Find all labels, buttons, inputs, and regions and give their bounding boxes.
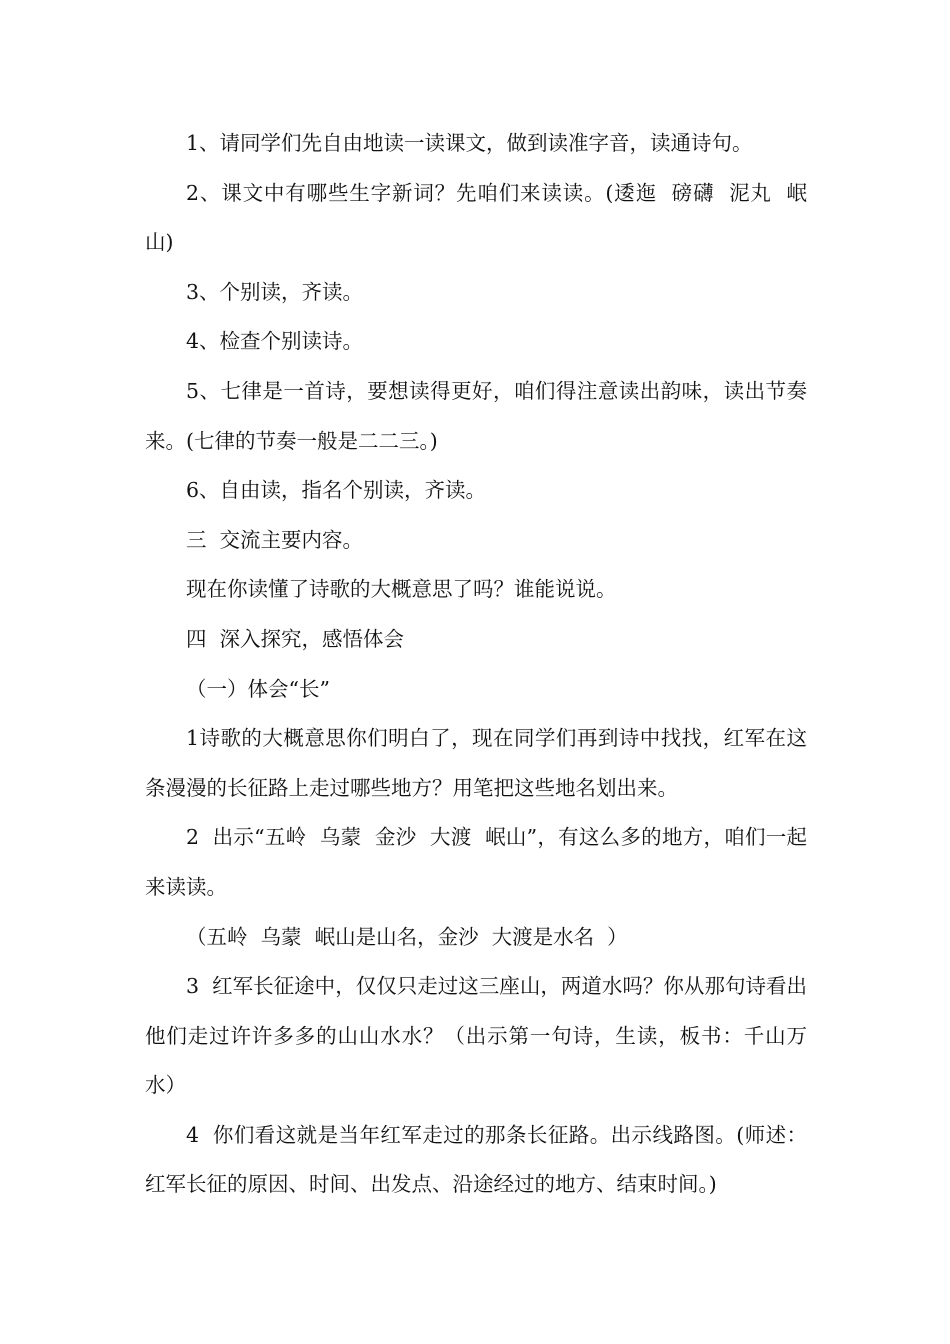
body-text <box>145 119 807 1210</box>
paragraph-step-5: 5、七律是一首诗，要想读得更好，咱们得注意读出韵味，读出节奏来。(七律的节奏一般是二二三。) <box>145 378 807 453</box>
paragraph-step-4: 4、检查个别读诗。 <box>186 329 364 354</box>
paragraph-item-1: 1诗歌的大概意思你们明白了，现在同学们再到诗中找找，红军在这条漫漫的长征路上走过哪些地方？用笔把这些地名划出来。 <box>145 726 807 800</box>
paragraph-item-2: 2 出示“五岭 乌蒙 金沙 大渡 岷山”，有这么多的地方，咱们一起来读读。 <box>145 825 807 899</box>
paragraph-item-4: 4 你们看这就是当年红军走过的那条长征路。出示线路图。(师述：红军长征的原因、时间、出发点、沿途经过的地方、结束时间。) <box>145 1122 807 1197</box>
paragraph-step-6: 6、自由读，指名个别读，齐读。 <box>186 478 487 503</box>
section-heading-4: 四 深入探究，感悟体会 <box>186 626 405 651</box>
paragraph-note: （五岭 乌蒙 岷山是山名，金沙 大渡是水名 ） <box>186 924 628 949</box>
subsection-heading-1: （一）体会“长” <box>186 676 330 701</box>
paragraph-step-1: 1、请同学们先自由地读一读课文，做到读准字音，读通诗句。 <box>186 131 753 155</box>
section-heading-3: 三 交流主要内容。 <box>186 527 364 552</box>
paragraph-question: 现在你读懂了诗歌的大概意思了吗？谁能说说。 <box>186 577 617 602</box>
paragraph-item-3: 3 红军长征途中，仅仅只走过这三座山，两道水吗？你从那句诗看出他们走过许许多多的山山水水？（出示第一句诗，生读，板书：千山万水） <box>145 974 807 1098</box>
paragraph-step-3: 3、个别读，齐读。 <box>186 279 364 304</box>
paragraph-step-2: 2、课文中有哪些生字新词？先咱们来读读。(逶迤 磅礴 泥丸 岷山) <box>145 180 807 255</box>
